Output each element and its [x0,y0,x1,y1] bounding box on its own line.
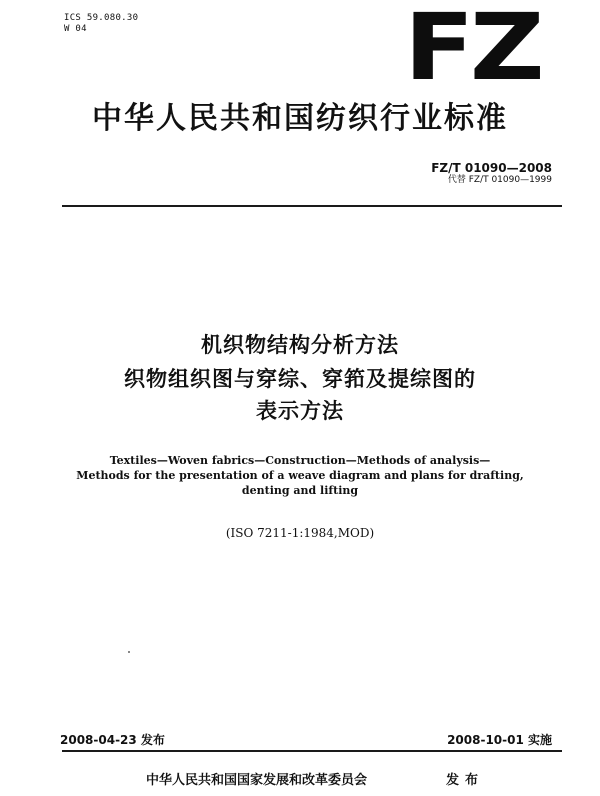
issue-date: 2008-04-23 发布 [60,733,165,747]
replaces-standard: 代替 FZ/T 01090—1999 [447,175,552,185]
title-cn-line-1: 机织物结构分析方法 [201,333,399,357]
iso-reference: (ISO 7211-1:1984,MOD) [225,526,375,540]
title-en-line-2: Methods for the presentation of a weave diagram and plans for drafting, [76,469,524,482]
top-divider [62,205,562,207]
title-cn-line-2: 织物组织图与穿综、穿筘及提综图的 [124,367,476,391]
organization-title: 中华人民共和国纺织行业标准 [92,101,508,136]
ics-code-block [64,13,138,35]
bottom-divider [62,750,562,752]
title-en-line-3: denting and lifting [241,484,359,497]
title-en-line-1: Textiles—Woven fabrics—Construction—Methods of analysis— [109,454,491,467]
title-cn-line-3: 表示方法 [256,399,344,423]
standard-number: FZ/T 01090—2008 [431,161,552,175]
effective-date: 2008-10-01 实施 [447,733,552,747]
fz-logo: FZ [404,0,541,101]
scan-speck [128,651,130,653]
issuer: 中华人民共和国国家发展和改革委员会 [146,773,368,788]
issuer-action: 发布 [446,773,485,788]
category-code: W 04 [64,24,87,34]
ics-code: ICS 59.080.30 [64,13,139,23]
